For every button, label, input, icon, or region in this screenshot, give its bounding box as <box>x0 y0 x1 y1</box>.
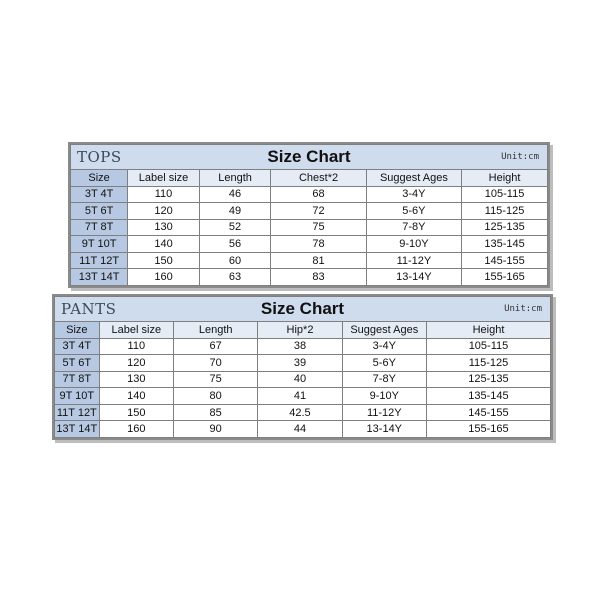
tops-header-height: Height <box>462 170 548 187</box>
size-cell: 11T 12T <box>55 404 100 421</box>
pants-title: Size Chart <box>260 299 345 318</box>
chest-cell: 78 <box>271 236 366 253</box>
pants-header-suggest-ages: Suggest Ages <box>342 322 426 339</box>
pants-header-size: Size <box>55 322 100 339</box>
size-cell: 7T 8T <box>71 219 128 236</box>
size-cell: 11T 12T <box>71 252 128 269</box>
age-cell: 5-6Y <box>342 355 426 372</box>
height-cell: 105-115 <box>426 338 550 355</box>
label-size-cell: 120 <box>99 355 173 372</box>
tops-table <box>70 144 548 286</box>
pants-header-height: Height <box>426 322 550 339</box>
tops-tag: TOPS <box>77 148 122 166</box>
pants-header-label-size: Label size <box>99 322 173 339</box>
table-row <box>71 252 548 269</box>
pants-unit: Unit:cm <box>504 304 542 314</box>
height-cell: 115-125 <box>426 355 550 372</box>
hip-cell: 40 <box>258 371 342 388</box>
label-size-cell: 140 <box>128 236 200 253</box>
tops-title: Size Chart <box>267 147 351 166</box>
tops-header-size: Size <box>71 170 128 187</box>
label-size-cell: 120 <box>128 203 200 220</box>
table-row <box>55 371 551 388</box>
chest-cell: 83 <box>271 269 366 286</box>
table-row <box>55 421 551 438</box>
size-cell: 9T 10T <box>55 388 100 405</box>
tops-header-row <box>71 170 548 187</box>
tops-header-label-size: Label size <box>128 170 200 187</box>
length-cell: 46 <box>199 186 271 203</box>
label-size-cell: 110 <box>99 338 173 355</box>
length-cell: 90 <box>174 421 258 438</box>
height-cell: 125-135 <box>426 371 550 388</box>
label-size-cell: 150 <box>99 404 173 421</box>
tops-unit: Unit:cm <box>501 152 539 162</box>
length-cell: 63 <box>199 269 271 286</box>
height-cell: 115-125 <box>462 203 548 220</box>
height-cell: 135-145 <box>462 236 548 253</box>
age-cell: 11-12Y <box>342 404 426 421</box>
size-cell: 7T 8T <box>55 371 100 388</box>
tops-header-suggest-ages: Suggest Ages <box>366 170 461 187</box>
age-cell: 13-14Y <box>342 421 426 438</box>
length-cell: 67 <box>174 338 258 355</box>
height-cell: 145-155 <box>462 252 548 269</box>
height-cell: 145-155 <box>426 404 550 421</box>
table-row <box>71 269 548 286</box>
label-size-cell: 150 <box>128 252 200 269</box>
hip-cell: 42.5 <box>258 404 342 421</box>
pants-size-chart <box>52 294 553 440</box>
hip-cell: 41 <box>258 388 342 405</box>
label-size-cell: 160 <box>99 421 173 438</box>
size-cell: 5T 6T <box>71 203 128 220</box>
length-cell: 85 <box>174 404 258 421</box>
length-cell: 80 <box>174 388 258 405</box>
pants-header-hip: Hip*2 <box>258 322 342 339</box>
size-cell: 13T 14T <box>71 269 128 286</box>
table-row <box>71 186 548 203</box>
size-cell: 5T 6T <box>55 355 100 372</box>
age-cell: 3-4Y <box>366 186 461 203</box>
length-cell: 49 <box>199 203 271 220</box>
chest-cell: 81 <box>271 252 366 269</box>
height-cell: 105-115 <box>462 186 548 203</box>
chest-cell: 72 <box>271 203 366 220</box>
length-cell: 52 <box>199 219 271 236</box>
hip-cell: 38 <box>258 338 342 355</box>
table-row <box>55 388 551 405</box>
label-size-cell: 110 <box>128 186 200 203</box>
height-cell: 125-135 <box>462 219 548 236</box>
label-size-cell: 160 <box>128 269 200 286</box>
chest-cell: 68 <box>271 186 366 203</box>
age-cell: 11-12Y <box>366 252 461 269</box>
hip-cell: 39 <box>258 355 342 372</box>
age-cell: 5-6Y <box>366 203 461 220</box>
label-size-cell: 130 <box>128 219 200 236</box>
tops-header-chest: Chest*2 <box>271 170 366 187</box>
size-cell: 3T 4T <box>71 186 128 203</box>
pants-title-bar <box>55 298 550 320</box>
chest-cell: 75 <box>271 219 366 236</box>
table-row <box>71 219 548 236</box>
age-cell: 9-10Y <box>342 388 426 405</box>
pants-tag: PANTS <box>61 300 117 318</box>
table-row <box>55 355 551 372</box>
height-cell: 155-165 <box>462 269 548 286</box>
size-cell: 9T 10T <box>71 236 128 253</box>
height-cell: 155-165 <box>426 421 550 438</box>
pants-header-length: Length <box>174 322 258 339</box>
age-cell: 13-14Y <box>366 269 461 286</box>
pants-table <box>54 296 551 438</box>
age-cell: 7-8Y <box>342 371 426 388</box>
age-cell: 3-4Y <box>342 338 426 355</box>
table-row <box>55 404 551 421</box>
length-cell: 60 <box>199 252 271 269</box>
length-cell: 56 <box>199 236 271 253</box>
table-row <box>71 236 548 253</box>
length-cell: 70 <box>174 355 258 372</box>
length-cell: 75 <box>174 371 258 388</box>
height-cell: 135-145 <box>426 388 550 405</box>
size-cell: 13T 14T <box>55 421 100 438</box>
hip-cell: 44 <box>258 421 342 438</box>
age-cell: 9-10Y <box>366 236 461 253</box>
tops-title-bar <box>71 146 547 168</box>
table-row <box>71 203 548 220</box>
age-cell: 7-8Y <box>366 219 461 236</box>
size-cell: 3T 4T <box>55 338 100 355</box>
table-row <box>55 338 551 355</box>
pants-header-row <box>55 322 551 339</box>
label-size-cell: 130 <box>99 371 173 388</box>
label-size-cell: 140 <box>99 388 173 405</box>
tops-size-chart <box>68 142 550 288</box>
tops-header-length: Length <box>199 170 271 187</box>
